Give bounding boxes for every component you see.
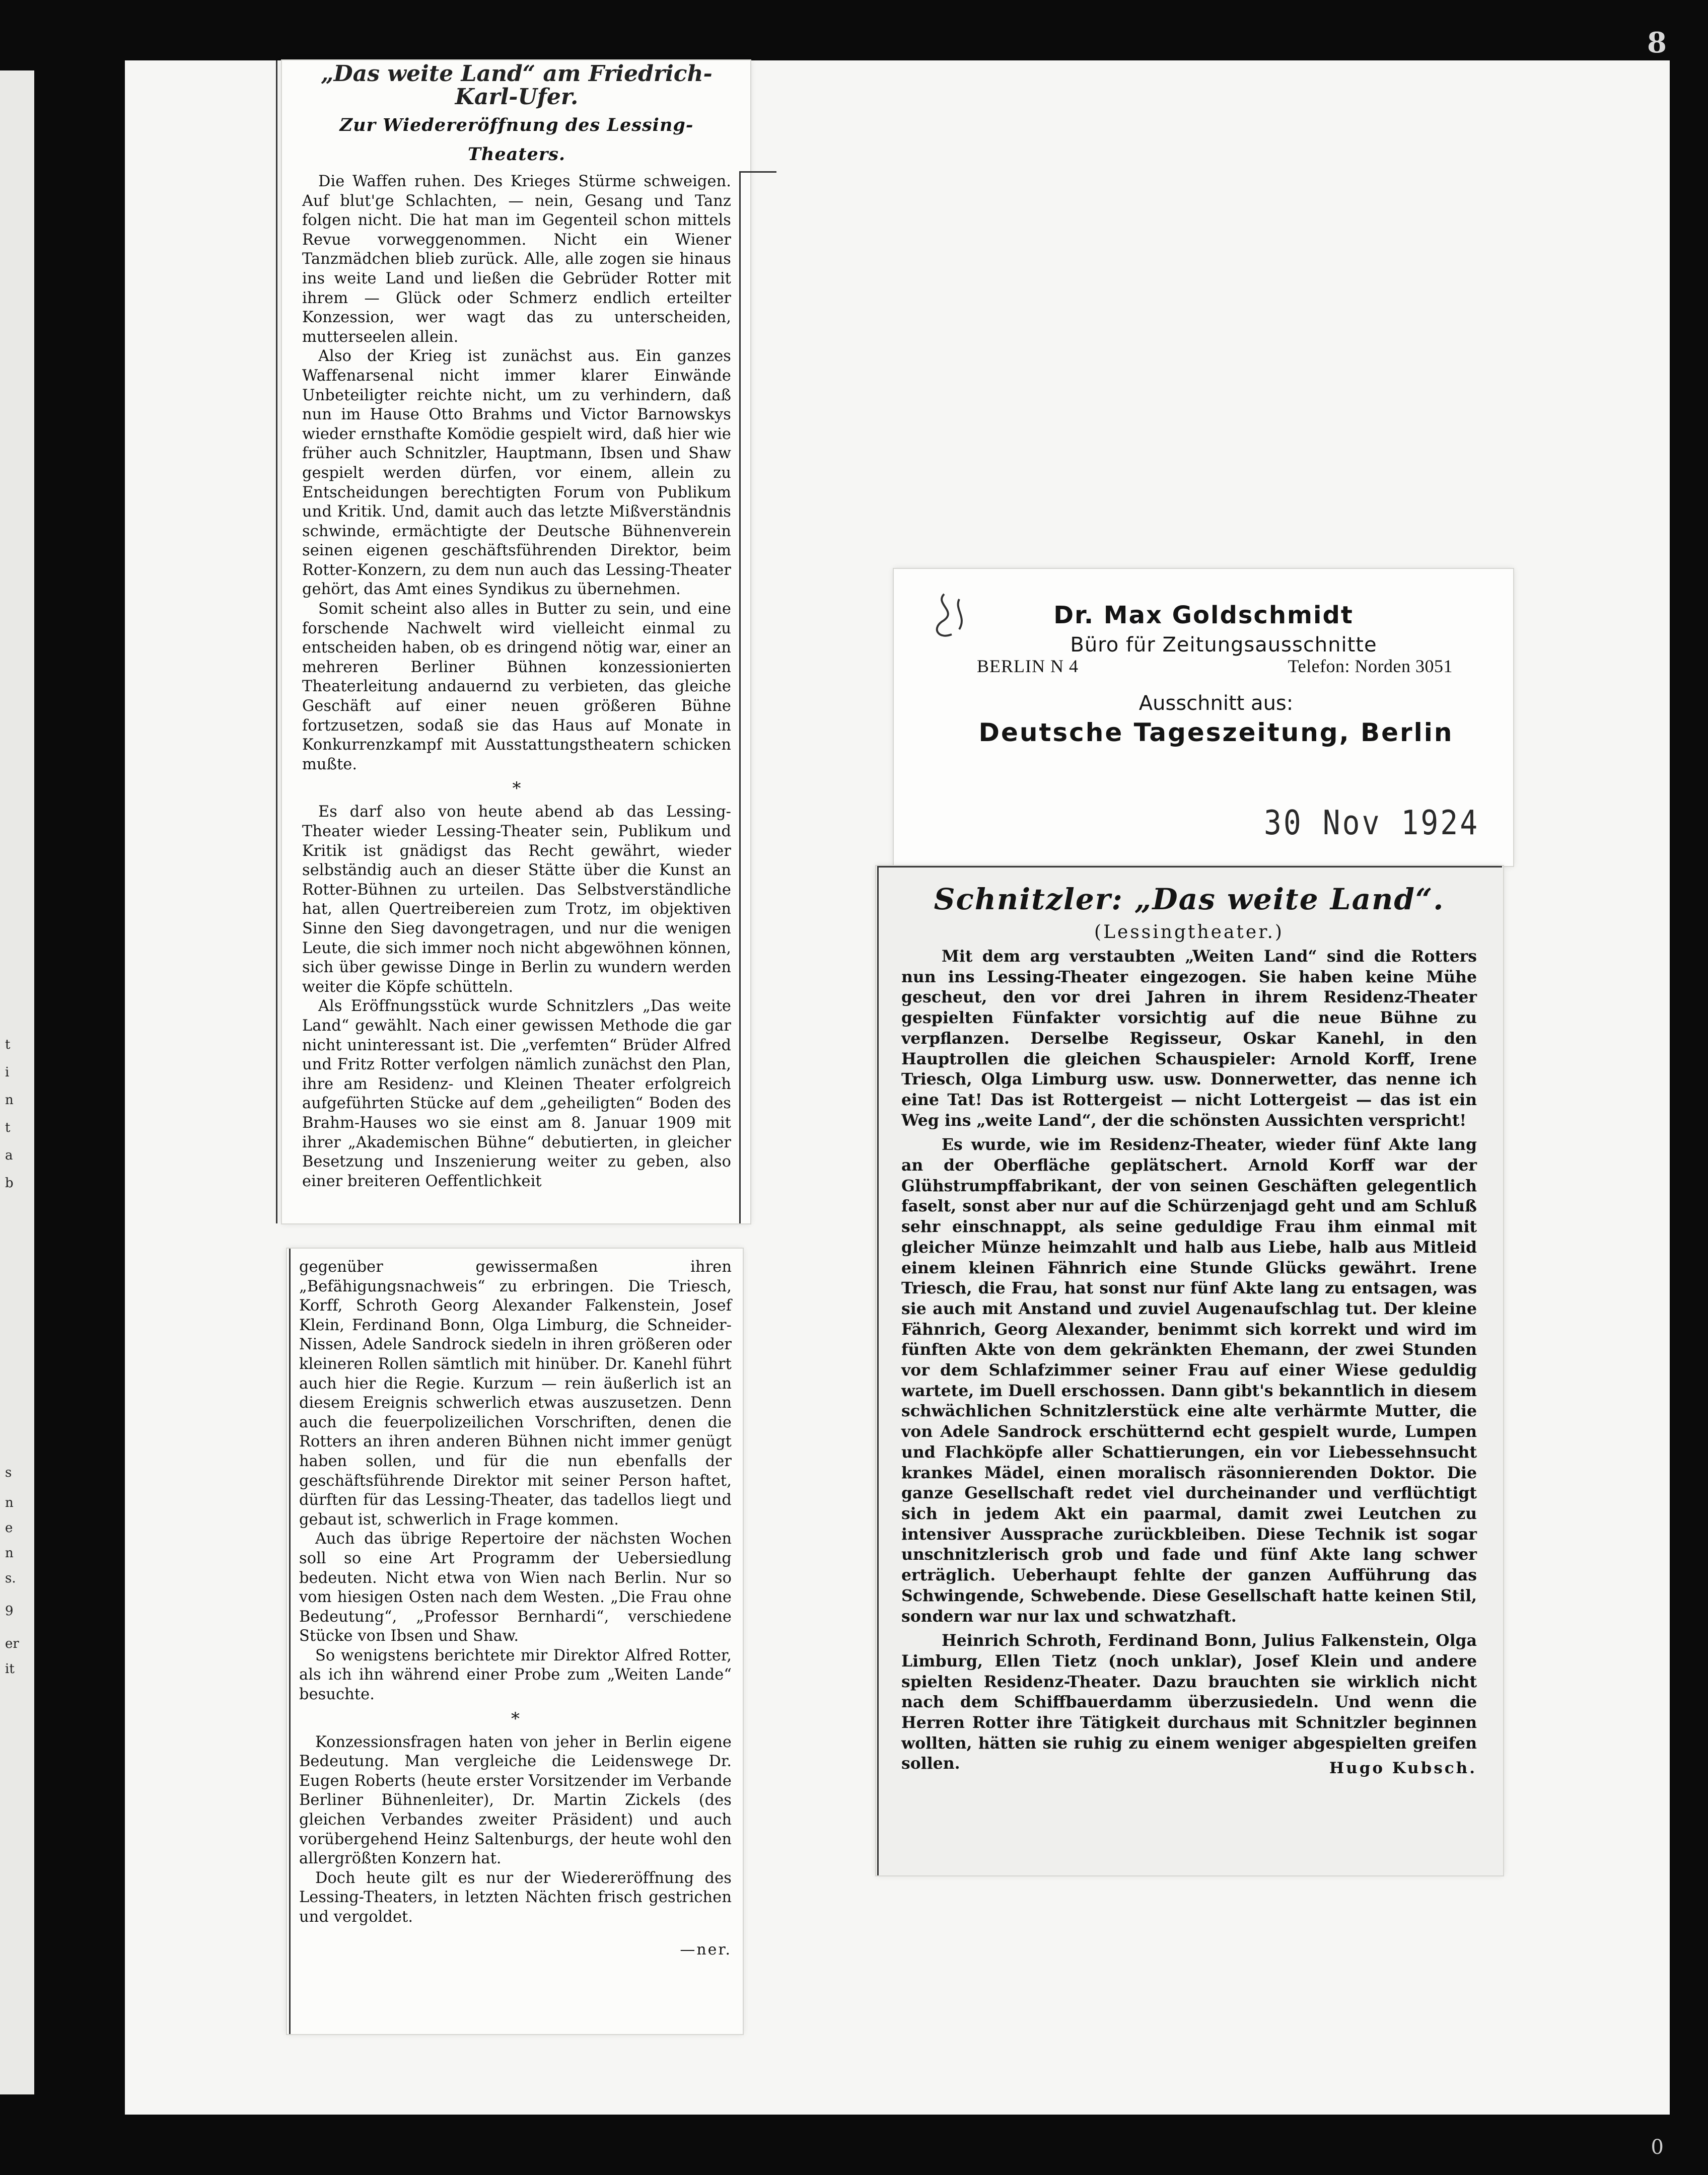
clipping-edge-rule — [879, 866, 1502, 867]
sliver-fragment: n — [5, 1093, 14, 1108]
source-newspaper: Deutsche Tageszeitung, Berlin — [978, 718, 1454, 747]
review-subtitle: (Lessingtheater.) — [1094, 922, 1284, 942]
clipping-left-part-2 — [287, 1249, 743, 2034]
review-body — [901, 947, 1477, 1779]
section-divider-star: * — [511, 1708, 520, 1729]
clipping-edge-rule — [276, 60, 277, 1223]
article-paragraph: Es darf also von heute abend ab das Lessing-Theater wieder Lessing-Theater sein, Publikum und Kritik ist gnädigst das Recht gewährt, wieder selbständig auch an dieser Stätte über die Kunst an Rotter-Bühnen zu urteilen. Das Selbstverständliche hat, allen Quertreibereien zum Trotz, im objektiven Sinne den Sieg davongetragen, und nur die wenigen Leute, die sich immer noch nicht abgewöhnen können, sich über gewisse Dinge in Berlin zu wundern werden weiter die Köpfe schütteln. — [302, 803, 731, 996]
sliver-fragment: it — [5, 1661, 15, 1677]
article-body — [302, 172, 731, 1191]
date-stamp: 30 Nov 1924 — [1264, 803, 1480, 843]
sliver-fragment: n — [5, 1546, 14, 1561]
article-paragraph: Doch heute gilt es nur der Wiedereröffnung des Lessing-Theaters, in letzten Nächten frisch gestrichen und vergoldet. — [299, 1869, 732, 1926]
article-paragraph: Somit scheint also alles in Butter zu sein, und eine forschende Nachwelt wird vielleicht einmal zu entscheiden haben, ob es dringend nötig war, einer an mehreren Berliner Bühnen konzessionierten Theaterleitung andauernd zu verbieten, das gleiche Geschäft auf einer neuen größeren Bühne fortzusetzen, sodaß sie das Haus auf Monate in Konkurrenzkampf mit Ausstattungstheatern schicken mußte. — [302, 600, 731, 773]
review-paragraph: Es wurde, wie im Residenz-Theater, wieder fünf Akte lang an der Oberfläche geplätschert. Arnold Korff war der Glühstrumpffabrikant, der von seinen Geschäften gelegentlich faselt, sonst aber nur auf die Schürzenjagd geht und am Schluß sehr einschnappt, als seine geduldige Frau ihm einmal mit gleicher Münze heimzahlt und halb aus Liebe, halb aus Mitleid einem kleinen Fähnrich eine Stunde Glücks gewährt. Irene Triesch, die Frau, hat sonst nur fünf Akte lang zu entsagen, was sie auch mit Anstand und zuviel Augenaufschlag tut. Der kleine Fähnrich, Georg Alexander, benimmt sich korrekt und wird im fünften Akte von dem gekränkten Ehemann, der zwei Stunden vor dem Schlafzimmer seiner Frau auf einer Wiese geduldig wartete, im Duell erschossen. Dann gibt's bekanntlich in diesem schwächlichen Schnitzlerstück eine alte verhärmte Mutter, die von Adele Sandrock erschütternd echt gespielt wurde, Lumpen und Flachköpfe aller Schattierungen, ein vor Liebessehnsucht krankes Mädel, einen moralisch räsonnierenden Doktor. Die ganze Gesellschaft redet viel durcheinander und verflüchtigt sich in jedem Akt ein paarmal, damit zwei Leutchen zu intensiver Aussprache zurückbleiben. Diese Technik ist sogar unschnitzlerisch grob und fade und fünf Akte lang schwer erträglich. Ueberhaupt fehlte der ganzen Aufführung das Schwingende, Schwebende. Diese Gesellschaft hatte keinen Stil, sondern war nur lax und schwatzhaft. — [901, 1135, 1477, 1626]
clipping-top-headline: „Das weite Land“ am Friedrich-Karl-Ufer. — [321, 61, 713, 110]
clipping-bureau-stamp — [894, 569, 1513, 866]
sliver-fragment: b — [5, 1176, 14, 1191]
article-paragraph: Konzessionsfragen haten von jeher in Berlin eigene Bedeutung. Man vergleiche die Leidenswege Dr. Eugen Roberts (heute erster Vorsitzender im Verbande Berliner Bühnenleiter), Dr. Martin Zickels (des gleichen Verbandes zweiter Präsident) und auch vorübergehend Heinz Saltenburgs, der heute wohl den allergrößten Konzern hat. — [299, 1733, 732, 1868]
sliver-fragment: a — [5, 1148, 13, 1163]
author-signature: —ner. — [680, 1940, 732, 1959]
review-paragraph: Mit dem arg verstaubten „Weiten Land“ sind die Rotters nun ins Lessing-Theater eingezogen. Sie haben keine Mühe gescheut, den vor drei Jahren in ihrem Residenz-Theater gespielten Fünfakter vorsichtig auf die neue Bühne zu verpflanzen. Derselbe Regisseur, Oskar Kanehl, in den Hauptrollen die gleichen Schauspieler: Arnold Korff, Irene Triesch, Olga Limburg usw. usw. Donnerwetter, das nenne ich eine Tat! Das ist Rottergeist — nicht Lottergeist — das ist ein Weg ins „weite Land“, der die schönsten Aussichten verspricht! — [901, 947, 1477, 1130]
clipping-edge-rule — [739, 171, 741, 1223]
bureau-city: BERLIN N 4 — [977, 656, 1079, 676]
clipping-source-label: Ausschnitt aus: — [1138, 692, 1294, 715]
article-paragraph: Als Eröffnungsstück wurde Schnitzlers „Das weite Land“ gewählt. Nach einer gewissen Methode die gar nicht uninteressant ist. Die „verfemten“ Brüder Alfred und Fritz Rotter verfolgen nämlich zunächst den Plan, ihre am Residenz- und Kleinen Theater erfolgreich aufgeführten Stücke auf dem „geheiligten“ Boden des Brahm-Hauses wo sie einst am 8. Januar 1909 mit ihrer „Akademischen Bühne“ debutierten, in gleicher Besetzung und Inszenierung weiter zu geben, also einer breiteren Oeffentlichkeit — [302, 997, 731, 1190]
sliver-fragment: t — [5, 1037, 11, 1052]
sliver-fragment: 9 — [5, 1604, 14, 1619]
review-signature: Hugo Kubsch. — [1329, 1759, 1477, 1778]
article-paragraph: So wenigstens berichtete mir Direktor Alfred Rotter, als ich ihn während einer Probe zum „Weiten Lande“ besuchte. — [299, 1646, 732, 1704]
bottom-corner-mark: 0 — [1651, 2136, 1664, 2159]
sliver-fragment: s. — [5, 1571, 16, 1586]
clipping-left-part-1 — [282, 60, 750, 1223]
clipping-edge-rule — [877, 866, 879, 1875]
sliver-fragment: s — [5, 1465, 12, 1480]
clipping-edge-rule — [289, 1249, 291, 2034]
review-paragraph: Heinrich Schroth, Ferdinand Bonn, Julius Falkenstein, Olga Limburg, Ellen Tietz (noch unklar), Josef Klein und andere spielten Residenz-Theater. Dazu brauchten sie wirklich nicht nach dem Schiffbauerdamm überzusiedeln. Und wenn die Herren Rotter ihre Tätigkeit durchaus mit Schnitzler beginnen wollten, hätten sie ruhig zu einem weniger abgespielten greifen sollen. — [901, 1631, 1477, 1773]
section-divider-star: * — [512, 778, 521, 799]
sliver-fragment: e — [5, 1520, 13, 1536]
clipping-review — [876, 866, 1503, 1875]
sliver-fragment: n — [5, 1495, 14, 1510]
clipping-edge-tick — [740, 171, 776, 173]
review-title: Schnitzler: „Das weite Land“. — [934, 882, 1445, 916]
article-body — [299, 1258, 732, 1960]
sliver-fragment: i — [5, 1065, 10, 1080]
adjacent-page-sliver — [0, 70, 34, 2094]
bureau-phone: Telefon: Norden 3051 — [1288, 656, 1453, 676]
sliver-fragment: er — [5, 1636, 19, 1651]
article-paragraph: gegenüber gewissermaßen ihren „Befähigungsnachweis“ zu erbringen. Die Triesch, Korff, Schroth Georg Alexander Falkenstein, Josef Klein, Ferdinand Bonn, Olga Limburg, die Schneider-Nissen, Adele Sandrock siedeln in ihren größeren oder kleineren Rollen sämtlich mit hinüber. Dr. Kanehl führt auch hier die Regie. Kurzum — rein äußerlich ist an diesem Ereignis schwerlich etwas auszusetzen. Denn auch die feuerpolizeilichen Vorschriften, denen die Rotters an ihren anderen Bühnen nicht immer genügt haben sollen, und für die nun ebenfalls der geschäftsführende Direktor mit seiner Person haftet, dürften für das Lessing-Theater, das tadellos liegt und gebaut ist, schwerlich in Frage kommen. — [299, 1258, 732, 1529]
clipping-subheadline: Zur Wiedereröffnung des Lessing-Theaters. — [339, 115, 694, 165]
article-paragraph: Die Waffen ruhen. Des Krieges Stürme schweigen. Auf blut'ge Schlachten, — nein, Gesang und Tanz folgen nicht. Die hat man im Gegenteil schon mittels Revue vorweggenommen. Nicht ein Wiener Tanzmädchen blieb zurück. Alle, alle zogen sie hinaus ins weite Land und ließen die Gebrüder Rotter mit ihrem — Glück oder Schmerz endlich erteilter Konzession, wer wagt das zu unterscheiden, mutterseelen allein. — [302, 173, 731, 346]
page-number-mark: 8 — [1647, 26, 1667, 59]
article-paragraph: Also der Krieg ist zunächst aus. Ein ganzes Waffenarsenal nicht immer klarer Einwände Unbeteiligter reichte nicht, um zu verhindern, daß nun im Hause Otto Brahms und Victor Barnowskys wieder ernsthafte Komödie gespielt wird, daß hier wie früher auch Schnitzler, Hauptmann, Ibsen und Shaw gespielt werden dürfen, vor einem, allein zu Entscheidungen berechtigten Forum von Publikum und Kritik. Und, damit auch das letzte Mißverständnis schwinde, ermächtigte der Deutsche Bühnenverein seinen eigenen geschäftsführenden Direktor, beim Rotter-Konzern, zu dem nun auch das Lessing-Theater gehört, das Amt eines Syndikus zu übernehmen. — [302, 347, 731, 599]
bureau-description: Büro für Zeitungsausschnitte — [1070, 633, 1377, 657]
bureau-name: Dr. Max Goldschmidt — [1053, 601, 1354, 629]
sliver-fragment: t — [5, 1120, 11, 1135]
article-paragraph: Auch das übrige Repertoire der nächsten Wochen soll so eine Art Programm der Uebersiedlung bedeuten. Nicht etwa von Wien nach Berlin. Nur so vom hiesigen Osten nach dem Westen. „Die Frau ohne Bedeutung“, „Professor Bernhardi“, verschiedene Stücke von Ibsen und Shaw. — [299, 1530, 732, 1645]
